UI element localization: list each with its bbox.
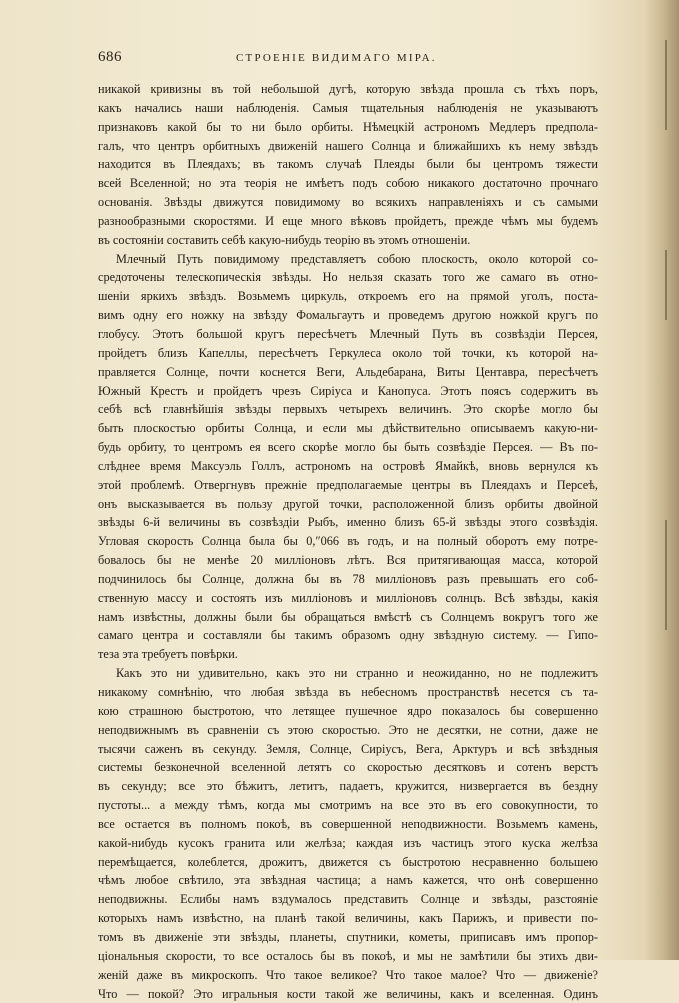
text-line: себѣ всѣ главнѣйшія звѣзды первыхъ четырехъ величинъ. Это скорѣе могло бы bbox=[98, 400, 598, 419]
text-line: глобусу. Этотъ большой кругъ пересѣчетъ Млечный Путь въ созвѣздіи Персея, bbox=[98, 325, 598, 344]
text-line: Южный Крестъ и пройдетъ чрезъ Сиріуса и Канопуса. Этотъ поясъ содержитъ въ bbox=[98, 382, 598, 401]
text-line: намъ извѣстны, должны были бы обращаться вмѣстѣ съ Солнцемъ вокругъ того же bbox=[98, 608, 598, 627]
text-line: какой-нибудь кусокъ гранита или желѣза; каждая изъ частицъ этого куска желѣза bbox=[98, 834, 598, 853]
text-line: находится въ Плеядахъ; въ такомъ случаѣ Плеяды были бы центромъ тяжести bbox=[98, 155, 598, 174]
text-line: вимъ одну его ножку на звѣзду Фомальгаутъ и проведемъ другою ножкой кругъ по bbox=[98, 306, 598, 325]
text-line: которыхъ намъ извѣстно, на планѣ такой величины, какъ Парижъ, и привести по- bbox=[98, 909, 598, 928]
text-line: быть плоскостью орбиты Солнца, и если мы дѣйствительно описываемъ какую-ни- bbox=[98, 419, 598, 438]
page-number: 686 bbox=[98, 49, 122, 66]
page-edge-shadow bbox=[645, 0, 679, 960]
text-line: разнообразными скоростями. И еще много вѣковъ пройдетъ, прежде чѣмъ мы будемъ bbox=[98, 212, 598, 231]
text-line: тысячи саженъ въ секунду. Земля, Солнце, Сиріусъ, Вега, Арктуръ и всѣ звѣздныя bbox=[98, 740, 598, 759]
text-line: томъ въ движеніе эти звѣзды, планеты, спутники, кометы, приписавъ имъ пропор- bbox=[98, 928, 598, 947]
text-line: подчинилось бы Солнце, должна бы въ 78 милліоновъ разъ превышать его соб- bbox=[98, 570, 598, 589]
text-line: неподвижны. Еслибы намъ вздумалось представить Солнце и звѣзды, разстояніе bbox=[98, 890, 598, 909]
text-line: чѣмъ любое свѣтило, эта звѣздная частица; а намъ кажется, что онѣ совершенно bbox=[98, 871, 598, 890]
text-line: ціональныя скорости, то все осталось бы въ покоѣ, и мы не замѣтили бы этихъ дви- bbox=[98, 947, 598, 966]
text-line: все остается въ полномъ покоѣ, въ совершенной неподвижности. Возьмемъ камень, bbox=[98, 815, 598, 834]
text-line: шеніи яркихъ звѣздъ. Возьмемъ циркуль, откроемъ его на прямой уголъ, поста- bbox=[98, 287, 598, 306]
body-text bbox=[98, 80, 598, 1003]
text-line: звѣзды 6-й величины въ созвѣздіи Рыбъ, именно близъ 65-й звѣзды этого созвѣздія. bbox=[98, 513, 598, 532]
text-line: въ состояніи составить себѣ какую-нибудь теорію въ этомъ отношеніи. bbox=[98, 231, 598, 250]
text-line: бовалось бы не менѣе 20 милліоновъ лѣтъ. Вся притягивающая масса, которой bbox=[98, 551, 598, 570]
paragraph bbox=[98, 250, 598, 665]
paragraph bbox=[98, 80, 598, 250]
text-line: Млечный Путь повидимому представляетъ собою плоскость, около которой со- bbox=[98, 250, 598, 269]
edge-mark bbox=[665, 40, 667, 130]
text-line: основанія. Звѣзды движутся повидимому во всякихъ направленіяхъ и съ самыми bbox=[98, 193, 598, 212]
text-line: Что — покой? Это игральныя кости такой же величины, какъ и вселенная. Одинъ bbox=[98, 985, 598, 1003]
text-line: ственную массу и состоять изъ милліоновъ и милліоновъ солнцъ. Всѣ звѣзды, какія bbox=[98, 589, 598, 608]
text-line: слѣднее время Максуэль Голлъ, астрономъ на островѣ Ямайкѣ, вновь вернулся къ bbox=[98, 457, 598, 476]
text-line: онъ высказывается въ пользу другой точки, расположенной близъ орбиты двойной bbox=[98, 495, 598, 514]
text-line: перемѣщается, колеблется, дрожитъ, движется съ быстротою несравненно большею bbox=[98, 853, 598, 872]
text-line: самаго центра и составляли бы такимъ образомъ одну звѣздную систему. — Гипо- bbox=[98, 626, 598, 645]
text-line: будь орбиту, то центромъ ея всего скорѣе могло бы быть созвѣздіе Персея. — Въ по- bbox=[98, 438, 598, 457]
text-line: галъ, что центръ орбитныхъ движеній нашего Солнца и ближайшихъ къ нему звѣздъ bbox=[98, 137, 598, 156]
edge-mark bbox=[665, 250, 667, 320]
edge-mark bbox=[665, 520, 667, 630]
text-line: пройдетъ близъ Капеллы, пересѣчетъ Геркулеса около той точки, къ которой на- bbox=[98, 344, 598, 363]
text-line: неподвижнымъ въ сравненіи съ этою скоростью. Это не десятки, не сотни, даже не bbox=[98, 721, 598, 740]
text-line: кою страшною быстротою, что летящее пушечное ядро показалось бы совершенно bbox=[98, 702, 598, 721]
text-line: Угловая скорость Солнца была бы 0,″066 въ годъ, и на полный оборотъ ему потре- bbox=[98, 532, 598, 551]
text-line: женій даже въ микроскопъ. Что такое великое? Что такое малое? Что — движеніе? bbox=[98, 966, 598, 985]
text-line: какъ начались наши наблюденія. Самыя тщательныя наблюденія не указываютъ bbox=[98, 99, 598, 118]
text-line: Какъ это ни удивительно, какъ это ни странно и неожиданно, но не подлежитъ bbox=[98, 664, 598, 683]
text-line: признаковъ какой бы то ни было орбиты. Нѣмецкій астрономъ Медлеръ предпола- bbox=[98, 118, 598, 137]
paragraph bbox=[98, 664, 598, 1003]
text-line: средоточены телескопическія звѣзды. Но нельзя сказать того же самаго въ отно- bbox=[98, 268, 598, 287]
text-line: теза эта требуетъ повѣрки. bbox=[98, 645, 598, 664]
text-line: этой проблемѣ. Отвергнувъ прежніе предполагаемые центры въ Плеядахъ и Персеѣ, bbox=[98, 476, 598, 495]
text-line: правляется Солнце, почти коснется Веги, Альдебарана, Виты Центавра, пересѣчетъ bbox=[98, 363, 598, 382]
text-line: въ секунду; все это бѣжитъ, летитъ, падаетъ, кружится, низвергается въ бездну bbox=[98, 777, 598, 796]
running-head: СТРОЕНІЕ ВИДИМАГО МІРА. bbox=[236, 52, 437, 64]
page-header bbox=[98, 49, 598, 69]
text-line: системы безконечной вселенной летятъ со скоростью десятковъ и сотенъ верстъ bbox=[98, 758, 598, 777]
text-line: никакой кривизны въ той небольшой дугѣ, которую звѣзда прошла съ тѣхъ поръ, bbox=[98, 80, 598, 99]
text-line: никакому сомнѣнію, что любая звѣзда въ небесномъ пространствѣ несется съ та- bbox=[98, 683, 598, 702]
text-line: пустоты... а между тѣмъ, когда мы смотримъ на все это въ его совокупности, то bbox=[98, 796, 598, 815]
text-line: всей Вселенной; но эта теорія не имѣетъ подъ собою никакого достаточно прочнаго bbox=[98, 174, 598, 193]
